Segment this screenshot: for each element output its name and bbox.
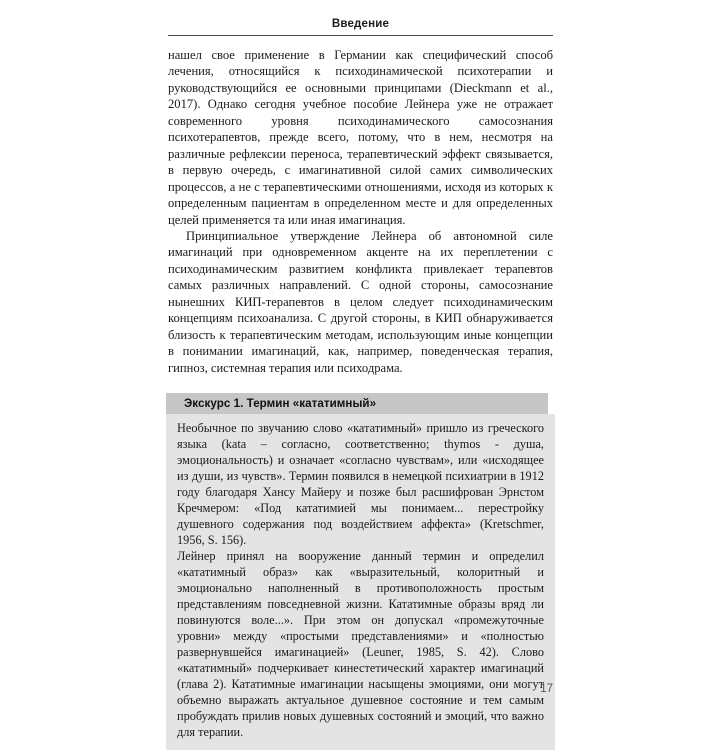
header-rule [168,35,553,36]
page-content [168,0,553,750]
excursus-body [166,414,555,750]
body-paragraph-1: нашел свое применение в Германии как специфический способ лечения, относящийся к психодинамической психотерапии и руководствующийся ее основными принципами (Dieckmann et al., 2017). Однако сегодня учебное пособие Лейнера уже не отражает современного уровня психодинамического самосознания психотерапевтов, прежде всего, потому, что в нем, несмотря на различные рефлексии переноса, терапевтический эффект связывается, в первую очередь, с имагинативной силой самих символических процессов, а не с терапевтическими отношениями, исходя из которых к определенным пациентам в определенном месте и для определенных целей применяется та или иная имагинация. [168,48,553,227]
excursus-paragraph-1: Необычное по звучанию слово «кататимный» пришло из греческого языка (kata – согласно, соответственно; thymos - душа, эмоциональность) и означает «согласно чувствам», или «исходящее из души, из чувств». Термин появился в немецкой психиатрии в 1912 году благодаря Хансу Майеру и позже был расшифрован Эрнстом Кречмером: «Под кататимией мы понимаем... перестройку душевного содержания под воздействием аффекта» (Kretschmer, 1956, S. 156). [177,421,544,548]
page-number: 17 [540,683,553,695]
excursus-box [166,393,555,750]
body-paragraph-2: Принципиальное утверждение Лейнера об автономной силе имагинаций при одновременном акценте на их переплетении с психодинамическим развитием конфликта привлекает терапевтов самых различных направлений. С одной стороны, самосознание нынешних КИП-терапевтов в целом следует психодинамическим концепциям психоанализа. С другой стороны, в КИП обнаруживается близость к терапевтическим методам, использующим иные концепции в понимании имагинаций, как, например, поведенческая терапия, гипноз, системная терапия или психодрама. [168,228,553,375]
running-head: Введение [331,18,390,30]
excursus-header-band [166,393,548,414]
excursus-paragraph-2: Лейнер принял на вооружение данный термин и определил «кататимный образ» как «выразительный, колоритный и эмоционально наполненный в противоположность простым представлениям повседневной жизни. Кататимные образы вряд ли повинуются воле...». При этом он допускал «промежуточные уровни» между «простыми представлениями» и «полностью развернувшейся имагинацией» (Leuner, 1985, S. 42). Слово «кататимный» подчеркивает кинестетический характер имагинаций (глава 2). Кататимные имагинации насыщены эмоциями, они могут объемно выражать актуальное душевное состояние и тем самым пробуждать прилив новых душевных состояний и эмоций, что важно для терапии. [177,549,544,740]
excursus-title: Экскурс 1. Термин «кататимный» [184,397,377,411]
